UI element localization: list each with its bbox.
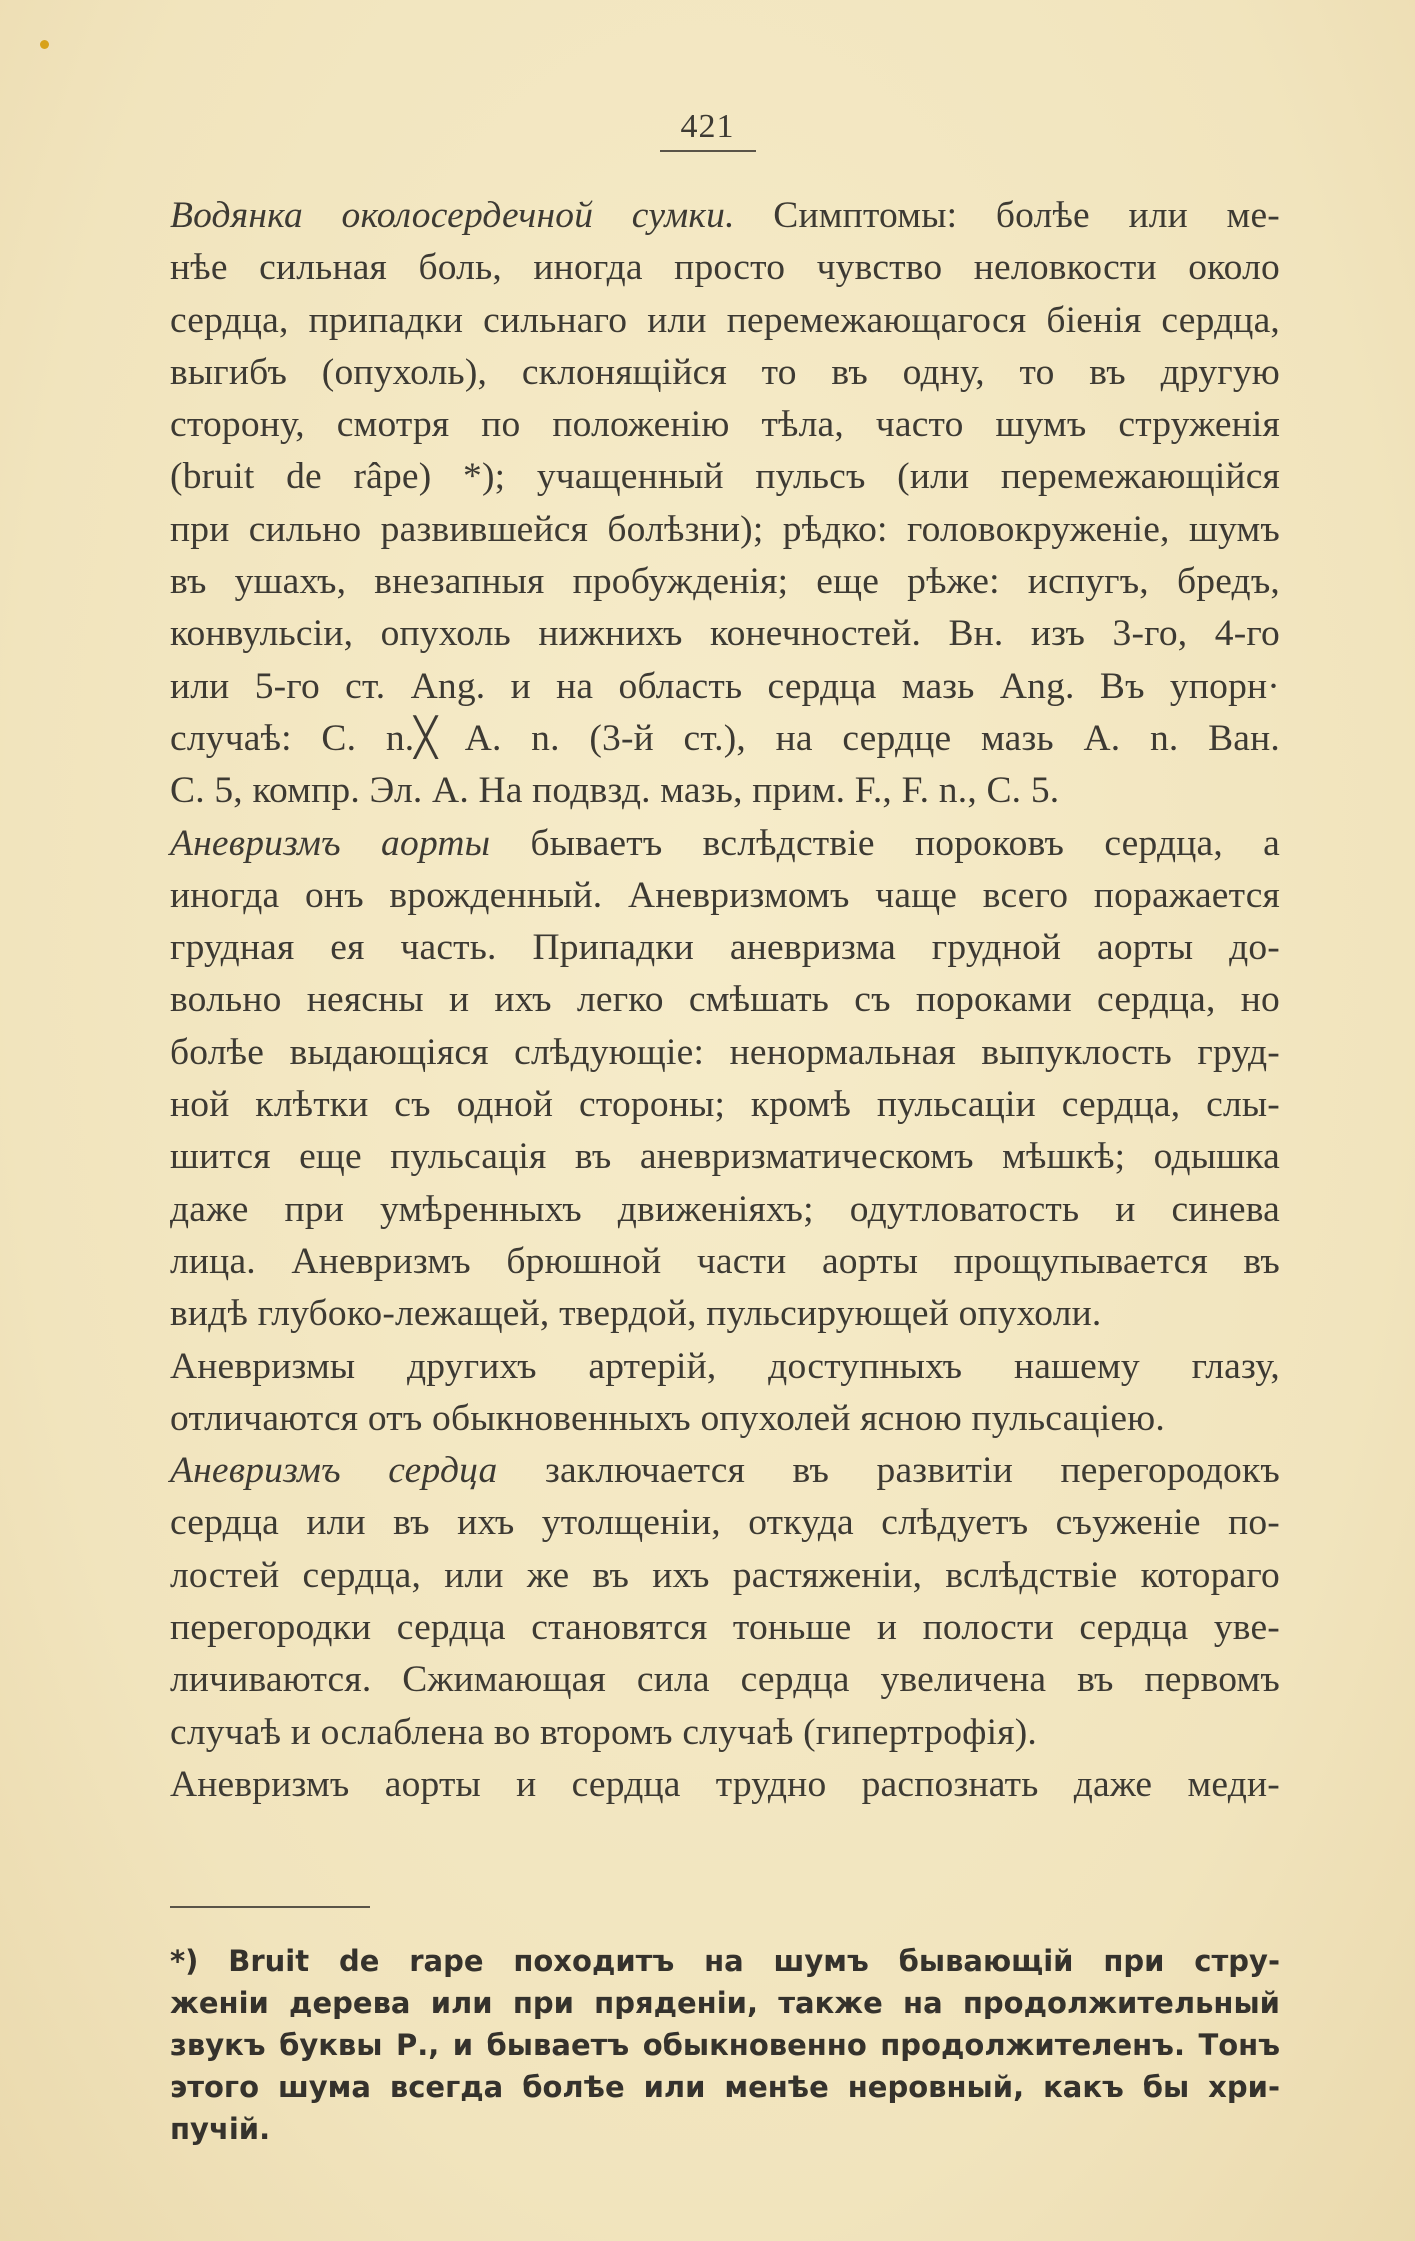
text-line: [170, 1184, 1280, 1236]
line-text: иногда онъ врожденный. Аневризмомъ чаще всего поражается: [170, 874, 1280, 916]
line-text: болѣе выдающіяся слѣдующіе: ненормальная выпуклость груд-: [170, 1031, 1280, 1073]
line-text: сердца или въ ихъ утолщеніи, откуда слѣдуетъ съуженіе по-: [170, 1502, 1280, 1544]
page-number-rule: [660, 150, 756, 152]
line-text: отличаются отъ обыкновенныхъ опухолей ясною пульсаціею.: [170, 1397, 1165, 1439]
text-line: [170, 1341, 1280, 1393]
line-text: перегородки сердца становятся тоньше и полости сердца уве-: [170, 1607, 1280, 1649]
text-line: [170, 504, 1280, 556]
text-line: [170, 1497, 1280, 1549]
text-line: [170, 190, 1280, 242]
text-line: [170, 1236, 1280, 1288]
body-text: [170, 190, 1280, 1811]
line-text: грудная ея часть. Припадки аневризма грудной аорты до-: [170, 927, 1280, 969]
footnote-line: звукъ буквы Р., и бываетъ обыкновенно продолжителенъ. Тонъ: [170, 2028, 1280, 2062]
text-line: [170, 1288, 1280, 1340]
text-line: [170, 451, 1280, 503]
line-text: C. 5, компр. Эл. A. На подвзд. мазь, прим. F., F. n., C. 5.: [170, 770, 1060, 812]
line-text: случаѣ и ослаблена во второмъ случаѣ (гипертрофія).: [170, 1711, 1037, 1753]
line-text: нѣе сильная боль, иногда просто чувство неловкости около: [170, 247, 1280, 289]
line-text: даже при умѣренныхъ движеніяхъ; одутловатость и синева: [170, 1188, 1280, 1230]
text-line: [170, 295, 1280, 347]
line-text: Симптомы: болѣе или ме-: [734, 195, 1280, 236]
footnote-line: пучій.: [170, 2112, 271, 2146]
text-line: [170, 818, 1280, 870]
text-line: [170, 556, 1280, 608]
line-text: сторону, смотря по положенію тѣла, часто шумъ струженія: [170, 404, 1280, 446]
text-line: [170, 974, 1280, 1026]
line-text: при сильно развившейся болѣзни); рѣдко: головокруженіе, шумъ: [170, 508, 1280, 550]
text-line: [170, 1445, 1280, 1497]
line-text: видѣ глубоко-лежащей, твердой, пульсирующей опухоли.: [170, 1293, 1102, 1335]
text-line: [170, 1027, 1280, 1079]
line-text: (bruit de râpe) *); учащенный пульсъ (или перемежающійся: [170, 456, 1280, 498]
section-title: Водянка околосердечной сумки.: [170, 195, 735, 236]
line-text: бываетъ вслѣдствіе пороковъ сердца, а: [490, 822, 1280, 864]
line-text: выгибъ (опухоль), склонящійся то въ одну, то въ другую: [170, 351, 1280, 393]
text-line: [170, 870, 1280, 922]
text-line: [170, 347, 1280, 399]
footnote: [170, 1940, 1280, 2150]
line-text: лица. Аневризмъ брюшной части аорты прощупывается въ: [170, 1240, 1280, 1282]
line-text: конвульсіи, опухоль нижнихъ конечностей. Вн. изъ 3-го, 4-го: [170, 613, 1280, 655]
text-line: [170, 1131, 1280, 1183]
text-line: [170, 661, 1280, 713]
text-line: [170, 1759, 1280, 1811]
footnote-line: женіи дерева или при пряденіи, также на продолжительный: [170, 1986, 1280, 2020]
line-text: или 5-го ст. Ang. и на область сердца мазь Ang. Въ упорн·: [170, 665, 1280, 707]
text-line: [170, 1550, 1280, 1602]
text-line: [170, 922, 1280, 974]
section-title: Аневризмъ сердца: [170, 1450, 498, 1492]
footnote-line: *) Bruit de rape походитъ на шумъ бывающій при стру-: [170, 1944, 1280, 1978]
line-text: сердца, припадки сильнаго или перемежающагося біенія сердца,: [170, 299, 1280, 341]
line-text: лостей сердца, или же въ ихъ растяженіи, вслѣдствіе котораго: [170, 1554, 1280, 1596]
text-line: [170, 1707, 1280, 1759]
ink-dot: [40, 40, 49, 49]
footnote-line: этого шума всегда болѣе или менѣе неровный, какъ бы хри-: [170, 2070, 1280, 2104]
text-line: [170, 1079, 1280, 1131]
text-line: [170, 765, 1280, 817]
line-text: въ ушахъ, внезапныя пробужденія; еще рѣже: испугъ, бредъ,: [170, 561, 1280, 603]
text-line: [170, 608, 1280, 660]
page-number: [0, 108, 1415, 152]
text-line: [170, 1654, 1280, 1706]
text-line: [170, 399, 1280, 451]
line-text: Аневризмъ аорты и сердца трудно распознать даже меди-: [170, 1763, 1280, 1805]
line-text: ной клѣтки съ одной стороны; кромѣ пульсаціи сердца, слы-: [170, 1084, 1280, 1126]
line-text: вольно неясны и ихъ легко смѣшать съ пороками сердца, но: [170, 979, 1280, 1021]
text-line: [170, 242, 1280, 294]
text-line: [170, 1602, 1280, 1654]
page-number-text: 421: [680, 108, 735, 145]
footnote-rule: [170, 1906, 370, 1908]
line-text: шится еще пульсація въ аневризматическомъ мѣшкѣ; одышка: [170, 1136, 1280, 1178]
text-line: [170, 1393, 1280, 1445]
line-text: личиваются. Сжимающая сила сердца увеличена въ первомъ: [170, 1659, 1280, 1701]
section-title: Аневризмъ аорты: [170, 822, 491, 864]
line-text: Аневризмы другихъ артерій, доступныхъ нашему глазу,: [170, 1345, 1280, 1387]
text-line: [170, 713, 1280, 765]
line-text: заключается въ развитіи перегородокъ: [497, 1450, 1281, 1492]
line-text: случаѣ: C. n.╳ A. n. (3-й ст.), на сердце мазь A. n. Ван.: [170, 717, 1280, 759]
